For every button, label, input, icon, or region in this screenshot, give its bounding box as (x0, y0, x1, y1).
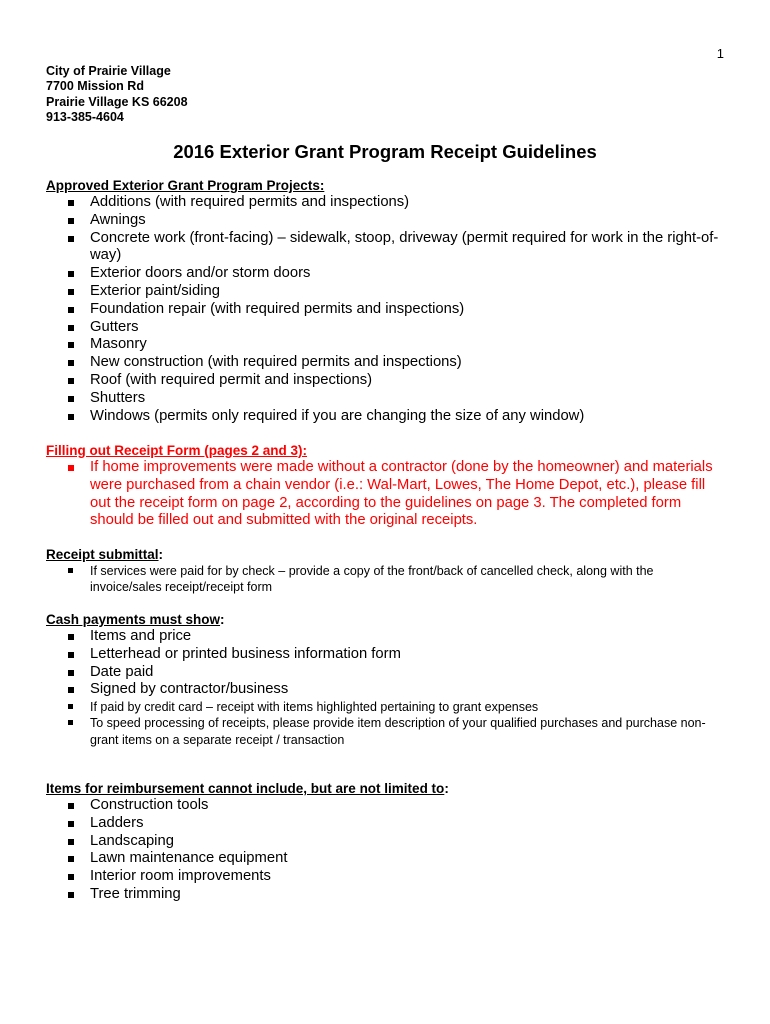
receipt-submittal-section (46, 547, 726, 595)
cash-payments-heading: Cash payments must show: (46, 612, 225, 627)
bullet-icon (68, 236, 74, 242)
list-item: Awnings (46, 212, 726, 230)
receipt-submittal-heading: Receipt submittal: (46, 547, 164, 562)
bullet-icon (68, 892, 74, 898)
list-item: To speed processing of receipts, please provide item description of your qualified purchases and purchase non-grant items on a separate receipt / transaction (46, 715, 726, 747)
cash-payments-notes (46, 699, 726, 748)
exclusions-list (46, 797, 726, 904)
page-number: 1 (716, 46, 724, 61)
list-item: Tree trimming (46, 886, 726, 904)
bullet-icon (68, 289, 74, 295)
list-item: Construction tools (46, 797, 726, 815)
bullet-icon (68, 803, 74, 809)
list-item: Windows (permits only required if you are changing the size of any window) (46, 408, 726, 426)
list-item: Exterior doors and/or storm doors (46, 265, 726, 283)
list-item: If services were paid for by check – provide a copy of the front/back of cancelled check, along with the invoice/sales receipt/receipt form (46, 563, 726, 595)
list-item: Signed by contractor/business (46, 681, 726, 699)
address-phone: 913-385-4604 (46, 110, 124, 125)
list-item: If home improvements were made without a contractor (done by the homeowner) and materials were purchased from a chain vendor (i.e.: Wal-Mart, Lowes, The Home Depot, etc.), please fill out the receipt form on page 2, according to the guidelines on page 3. The completed form should be filled out and submitted with the original receipts. (46, 459, 726, 530)
list-item: Concrete work (front-facing) – sidewalk, stoop, driveway (permit required for work in the right-of-way) (46, 230, 726, 266)
bullet-icon (68, 704, 73, 709)
list-item: If paid by credit card – receipt with items highlighted pertaining to grant expenses (46, 699, 726, 715)
bullet-icon (68, 378, 74, 384)
bullet-icon (68, 360, 74, 366)
approved-projects-section (46, 178, 726, 425)
bullet-icon (68, 874, 74, 880)
list-item: Lawn maintenance equipment (46, 850, 726, 868)
list-item: Items and price (46, 628, 726, 646)
list-item: Shutters (46, 390, 726, 408)
bullet-icon (68, 271, 74, 277)
list-item: Landscaping (46, 833, 726, 851)
list-item: Roof (with required permit and inspections) (46, 372, 726, 390)
approved-projects-heading: Approved Exterior Grant Program Projects: (46, 178, 325, 193)
bullet-icon (68, 856, 74, 862)
address-city-state-zip: Prairie Village KS 66208 (46, 94, 188, 109)
bullet-icon (68, 670, 74, 676)
bullet-icon (68, 414, 74, 420)
approved-projects-list (46, 194, 726, 425)
list-item: Foundation repair (with required permits and inspections) (46, 301, 726, 319)
list-item: Gutters (46, 319, 726, 337)
list-item: Additions (with required permits and inspections) (46, 194, 726, 212)
bullet-icon (68, 568, 73, 573)
bullet-icon (68, 821, 74, 827)
exclusions-section (46, 781, 726, 904)
receipt-form-list (46, 459, 726, 530)
bullet-icon (68, 634, 74, 640)
cash-payments-section (46, 612, 726, 748)
address-city: City of Prairie Village (46, 64, 171, 78)
list-item: Masonry (46, 336, 726, 354)
bullet-icon (68, 218, 74, 224)
exclusions-heading: Items for reimbursement cannot include, but are not limited to: (46, 781, 449, 796)
cash-payments-list (46, 628, 726, 699)
bullet-icon (68, 687, 74, 693)
bullet-icon (68, 652, 74, 658)
list-item: Ladders (46, 815, 726, 833)
bullet-icon (68, 465, 74, 471)
bullet-icon (68, 342, 74, 348)
list-item: New construction (with required permits and inspections) (46, 354, 726, 372)
bullet-icon (68, 720, 73, 725)
document-title: 2016 Exterior Grant Program Receipt Guidelines (173, 141, 597, 162)
receipt-form-heading: Filling out Receipt Form (pages 2 and 3): (46, 443, 308, 458)
list-item: Letterhead or printed business information form (46, 646, 726, 664)
list-item: Exterior paint/siding (46, 283, 726, 301)
bullet-icon (68, 839, 74, 845)
list-item: Date paid (46, 664, 726, 682)
bullet-icon (68, 325, 74, 331)
receipt-form-section (46, 443, 726, 530)
list-item: Interior room improvements (46, 868, 726, 886)
receipt-submittal-list (46, 563, 726, 595)
bullet-icon (68, 307, 74, 313)
bullet-icon (68, 396, 74, 402)
bullet-icon (68, 200, 74, 206)
address-street: 7700 Mission Rd (46, 79, 144, 94)
address-block (46, 64, 188, 126)
